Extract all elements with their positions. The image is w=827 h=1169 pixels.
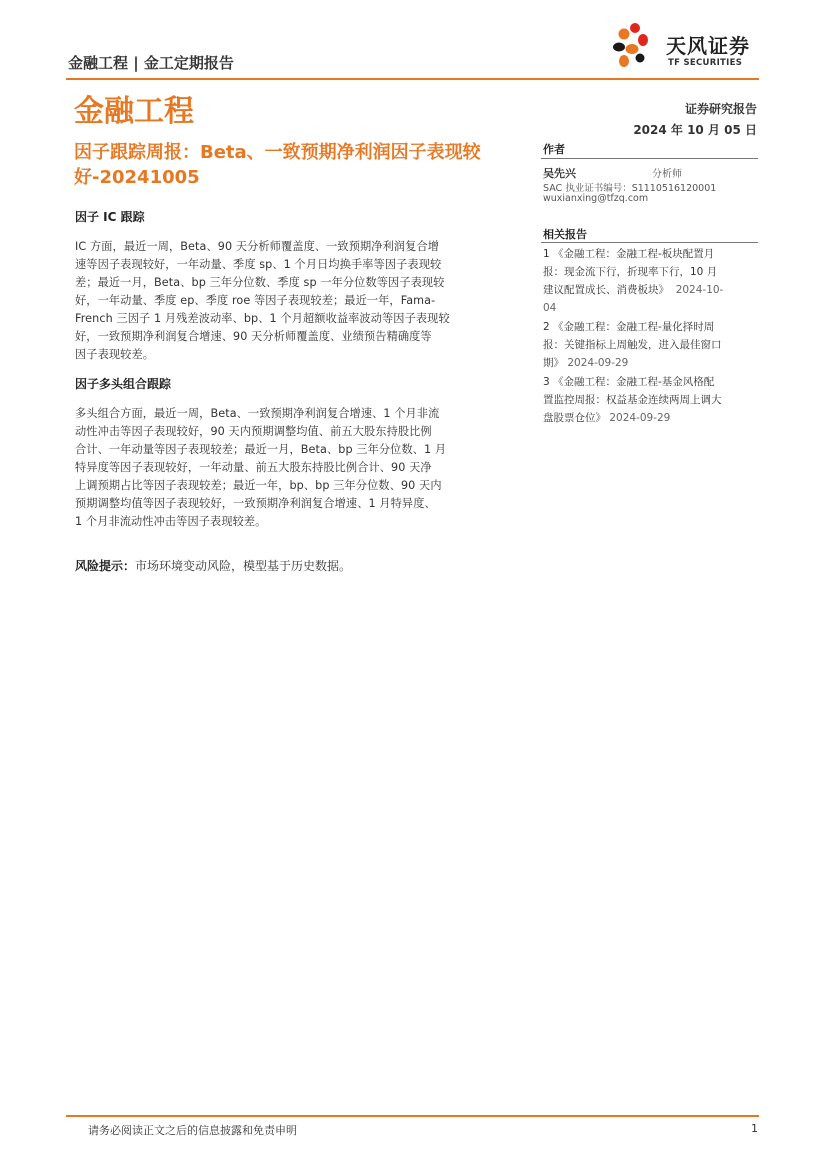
related-date: 2024-10-	[675, 284, 724, 296]
ic-paragraph	[75, 238, 521, 364]
author-divider	[541, 158, 758, 159]
author-sac-number: SAC 执业证书编号：S1110516120001	[543, 183, 717, 194]
related-line: 3 《金融工程：金融工程-基金风格配	[543, 376, 715, 388]
related-report-3[interactable]	[543, 373, 757, 427]
risk-warning	[75, 557, 351, 574]
paragraph-line: French 三因子 1 月残差波动率、bp、1 个月超额收益率波动等因子表现较	[75, 312, 450, 325]
author-email[interactable]: wuxianxing@tfzq.com	[543, 193, 649, 204]
section-title: 金融工程	[74, 94, 194, 129]
multi-paragraph	[75, 405, 521, 531]
report-type: 证券研究报告	[684, 102, 757, 116]
related-line: 建议配置成长、消费板块》 2024-10-	[543, 284, 724, 296]
multi-heading: 因子多头组合跟踪	[75, 377, 172, 391]
paragraph-line: 1 个月非流动性冲击等因子表现较差。	[75, 515, 267, 528]
related-line: 04	[543, 302, 557, 314]
related-line: 报：现金流下行，折现率下行，10 月	[543, 266, 718, 278]
related-date: 2024-09-29	[609, 412, 671, 424]
author-name: 吴先兴	[543, 167, 576, 180]
paragraph-line: 差；最近一月，Beta、bp 三年分位数、季度 sp 一年分位数等因子表现较	[75, 276, 445, 289]
paragraph-line: 好，一致预期净利润复合增速、90 天分析师覆盖度、业绩预告精确度等	[75, 330, 432, 343]
paragraph-line: 多头组合方面，最近一周，Beta、一致预期净利润复合增速、1 个月非流	[75, 407, 440, 420]
risk-label: 风险提示：	[75, 559, 136, 573]
related-report-2[interactable]	[543, 318, 757, 372]
paragraph-line: 特异度等因子表现较好，一年动量、前五大股东持股比例合计、90 天净	[75, 461, 432, 474]
footer-divider	[66, 1115, 759, 1117]
report-title-line: 好-20241005	[74, 167, 200, 188]
author-role: 分析师	[652, 169, 682, 180]
paragraph-line: IC 方面，最近一周，Beta、90 天分析师覆盖度、一致预期净利润复合增	[75, 240, 440, 253]
paragraph-line: 上调预期占比等因子表现较差；最近一年，bp、bp 三年分位数、90 天内	[75, 479, 442, 492]
paragraph-line: 动性冲击等因子表现较好，90 天内预期调整均值、前五大股东持股比例	[75, 425, 432, 438]
paragraph-line: 因子表现较差。	[75, 348, 155, 361]
report-date: 2024 年 10 月 05 日	[633, 123, 757, 137]
report-title-line: 因子跟踪周报：Beta、一致预期净利润因子表现较	[74, 142, 481, 163]
page-number: 1	[751, 1122, 758, 1135]
related-line: 置监控周报：权益基金连续两周上调大	[543, 394, 722, 406]
paragraph-line: 速等因子表现较好，一年动量、季度 sp、1 个月日均换手率等因子表现较	[75, 258, 442, 271]
paragraph-line: 好，一年动量、季度 ep、季度 roe 等因子表现较差；最近一年，Fama-	[75, 294, 436, 307]
related-divider	[541, 242, 758, 243]
paragraph-line: 合计、一年动量等因子表现较差；最近一月，Beta、bp 三年分位数、1 月	[75, 443, 447, 456]
related-line: 期》 2024-09-29	[543, 357, 629, 369]
report-title	[74, 140, 534, 190]
footer-disclaimer[interactable]: 请务必阅读正文之后的信息披露和免责申明	[88, 1124, 297, 1137]
logo-brand-english: TF SECURITIES	[668, 58, 743, 68]
related-report-1[interactable]	[543, 245, 757, 317]
header-breadcrumb: 金融工程 | 金工定期报告	[68, 54, 234, 72]
risk-text: 市场环境变动风险，模型基于历史数据。	[135, 559, 352, 573]
related-heading: 相关报告	[543, 228, 587, 241]
related-line: 盘股票仓位》 2024-09-29	[543, 412, 671, 424]
ic-heading: 因子 IC 跟踪	[75, 210, 145, 224]
paragraph-line: 预期调整均值等因子表现较好，一致预期净利润复合增速、1 月特异度、	[75, 497, 436, 510]
related-line: 1 《金融工程：金融工程-板块配置月	[543, 248, 715, 260]
header-divider	[66, 78, 759, 80]
related-date: 2024-09-29	[567, 357, 629, 369]
related-line: 报：关键指标上周触发，进入最佳窗口	[543, 339, 722, 351]
logo-brand-name: 天风证券	[666, 34, 750, 58]
related-line: 2 《金融工程：金融工程-量化择时周	[543, 321, 715, 333]
author-heading: 作者	[543, 143, 565, 156]
